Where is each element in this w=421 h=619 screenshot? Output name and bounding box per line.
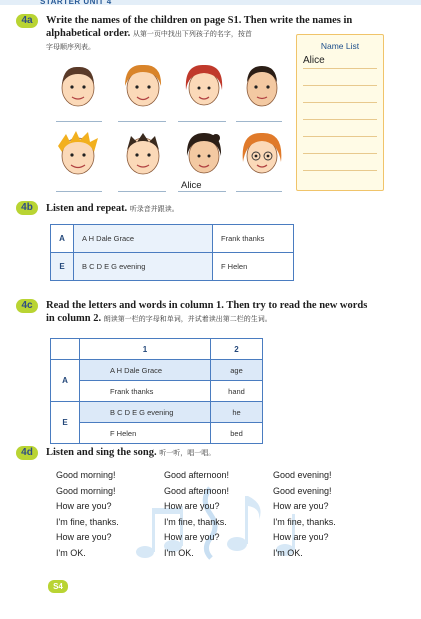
child-face-2	[117, 60, 169, 112]
instruction-zh-2: 字母顺序列表。	[46, 43, 95, 51]
table-row	[51, 253, 294, 281]
song-line: Good afternoon!	[164, 485, 230, 496]
instruction-zh-1: 从第一页中找出下列孩子的名字，按首	[132, 30, 252, 38]
instruction-en: Listen and sing the song.	[46, 447, 157, 458]
name-list-line[interactable]	[303, 136, 377, 137]
table-row	[51, 423, 263, 444]
name-write-line-7[interactable]	[178, 191, 226, 192]
song-column-2	[164, 468, 229, 562]
section-4c-badge: 4c	[16, 299, 38, 313]
instruction-zh: 朗读第一栏的字母和单词，并试着读出第二栏的生词。	[103, 315, 272, 323]
section-4c-instruction	[46, 299, 386, 326]
name-write-line-2[interactable]	[118, 121, 166, 122]
name-list-line[interactable]	[303, 153, 377, 154]
name-list-first-entry: Alice	[303, 55, 325, 66]
table-corner	[51, 339, 80, 360]
name-write-line-6[interactable]	[118, 191, 166, 192]
table-row	[51, 225, 294, 253]
table-cell: F Helen	[213, 253, 294, 281]
row-label: E	[51, 253, 74, 281]
name-list-title: Name List	[320, 41, 360, 51]
table-row	[51, 402, 263, 423]
name-write-line-3[interactable]	[178, 121, 226, 122]
name-write-line-4[interactable]	[236, 121, 282, 122]
table-cell: A H Dale Grace	[74, 225, 213, 253]
unit-banner: STARTER UNIT 4	[40, 0, 112, 6]
table-cell: he	[211, 402, 263, 423]
song-line: I'm fine, thanks.	[273, 516, 336, 527]
table-cell: B C D E G evening	[74, 253, 213, 281]
column-header-1: 1	[80, 339, 211, 360]
group-label: A	[51, 360, 80, 402]
page-number-badge: S4	[48, 580, 68, 593]
instruction-line-2	[46, 312, 386, 326]
song-line: I'm OK.	[164, 547, 194, 558]
table-cell: Frank thanks	[80, 381, 211, 402]
row-label: A	[51, 225, 74, 253]
instruction-en: Listen and repeat.	[46, 203, 128, 214]
song-line: How are you?	[56, 532, 112, 543]
name-write-line-1[interactable]	[56, 121, 102, 122]
name-list-box	[296, 34, 384, 191]
song-line: Good morning!	[56, 470, 116, 480]
table-cell: F Helen	[80, 423, 211, 444]
section-4d-badge: 4d	[16, 446, 38, 460]
song-line: I'm fine, thanks.	[164, 516, 227, 527]
song-line: How are you?	[164, 501, 220, 512]
table-cell: A H Dale Grace	[80, 360, 211, 381]
song-line: Good afternoon!	[164, 470, 230, 480]
child-face-4	[236, 60, 288, 112]
phonics-table-4c	[50, 338, 263, 444]
name-list-line[interactable]	[303, 170, 377, 171]
instruction-line-1: Read the letters and words in column 1. Then try to read the new words	[46, 300, 368, 311]
song-column-1	[56, 468, 119, 562]
song-line: How are you?	[273, 501, 329, 512]
child-face-3	[178, 60, 230, 112]
child-face-5	[52, 128, 104, 180]
section-4b-instruction	[46, 202, 179, 216]
instruction-line-1: Write the names of the children on page S1. Then write the names in	[46, 15, 353, 26]
name-list-line[interactable]	[303, 85, 377, 86]
table-cell: bed	[211, 423, 263, 444]
song-line: Good evening!	[273, 485, 332, 496]
table-cell: B C D E G evening	[80, 402, 211, 423]
phonics-table-4b	[50, 224, 294, 281]
name-list-line[interactable]	[303, 102, 377, 103]
name-write-line-8[interactable]	[236, 191, 282, 192]
song-line: Good morning!	[56, 485, 116, 496]
instruction-en-2: in column 2.	[46, 313, 102, 324]
song-line: How are you?	[56, 501, 112, 512]
section-4b-badge: 4b	[16, 201, 38, 215]
name-list-line[interactable]	[303, 119, 377, 120]
name-list-line[interactable]	[303, 68, 377, 69]
section-4a-badge: 4a	[16, 14, 38, 28]
instruction-en-2: alphabetical order.	[46, 28, 131, 39]
table-cell: age	[211, 360, 263, 381]
song-line: How are you?	[164, 532, 220, 543]
table-cell: Frank thanks	[213, 225, 294, 253]
column-header-2: 2	[211, 339, 263, 360]
section-4d-instruction	[46, 446, 215, 460]
table-cell: hand	[211, 381, 263, 402]
child-face-8	[236, 128, 288, 180]
song-line: I'm OK.	[56, 547, 86, 558]
song-line: Good evening!	[273, 470, 332, 480]
instruction-zh: 听录音并跟读。	[129, 205, 179, 213]
group-label: E	[51, 402, 80, 444]
instruction-zh: 听一听，唱一唱。	[159, 449, 216, 457]
table-row	[51, 381, 263, 402]
song-line: I'm OK.	[273, 547, 303, 558]
child-face-7	[178, 128, 230, 180]
song-line: How are you?	[273, 532, 329, 543]
song-line: I'm fine, thanks.	[56, 516, 119, 527]
written-name-alice: Alice	[181, 180, 202, 191]
song-column-3	[273, 468, 336, 562]
table-header-row	[51, 339, 263, 360]
name-write-line-5[interactable]	[56, 191, 102, 192]
table-row	[51, 360, 263, 381]
child-face-6	[117, 128, 169, 180]
child-face-1	[52, 60, 104, 112]
